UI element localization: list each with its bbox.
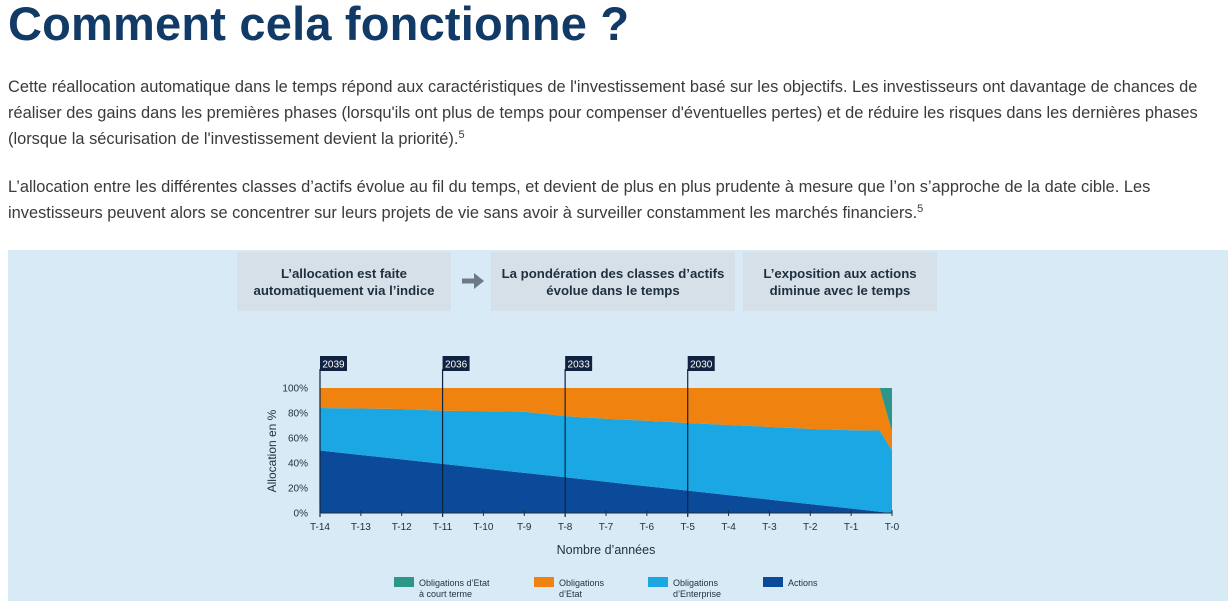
legend-swatch-obligations-d-enterprise bbox=[648, 577, 668, 587]
legend-label: d’Enterprise bbox=[673, 589, 722, 599]
x-tick-label: T-1 bbox=[843, 522, 859, 533]
x-tick-label: T-13 bbox=[350, 522, 371, 533]
step-line: automatiquement via l’indice bbox=[253, 282, 435, 298]
x-tick-label: T-8 bbox=[557, 522, 573, 533]
step-line: évolue dans le temps bbox=[546, 282, 680, 298]
target-date-label: 2036 bbox=[444, 359, 468, 371]
target-date-label: 2030 bbox=[690, 359, 713, 371]
y-tick-label: 0% bbox=[293, 508, 308, 520]
legend-swatch-obligations-d-etat-a-court-terme bbox=[394, 577, 414, 587]
x-tick-label: T-7 bbox=[598, 522, 614, 533]
x-tick-label: T-12 bbox=[391, 522, 412, 533]
x-tick-label: T-14 bbox=[309, 522, 331, 533]
x-tick-label: T-11 bbox=[432, 522, 453, 533]
legend-label: Obligations bbox=[559, 578, 605, 588]
legend-label: Obligations d’Etat bbox=[419, 578, 490, 588]
legend-label: Obligations bbox=[673, 578, 719, 588]
x-tick-label: T-4 bbox=[721, 522, 736, 533]
target-date-label: 2033 bbox=[567, 359, 590, 371]
allocation-paragraph bbox=[8, 174, 1223, 226]
target-date-label: 2039 bbox=[322, 359, 345, 371]
x-tick-label: T-0 bbox=[884, 522, 900, 533]
footnote-marker[interactable]: 5 bbox=[458, 129, 465, 141]
y-axis-title: Allocation en % bbox=[265, 409, 279, 493]
y-tick-label: 60% bbox=[287, 433, 308, 445]
intro-paragraph bbox=[8, 74, 1223, 152]
footnote-marker[interactable]: 5 bbox=[917, 203, 924, 215]
step-line: L’exposition aux actions bbox=[763, 265, 917, 281]
y-tick-label: 100% bbox=[282, 383, 308, 395]
x-axis-title: Nombre d’années bbox=[556, 543, 656, 557]
allocation-chart bbox=[8, 250, 1228, 601]
step-line: La pondération des classes d’actifs bbox=[501, 265, 725, 281]
legend-swatch-obligations-d-etat bbox=[534, 577, 554, 587]
x-tick-label: T-3 bbox=[762, 522, 777, 533]
x-tick-label: T-6 bbox=[639, 522, 655, 533]
x-tick-label: T-2 bbox=[803, 522, 818, 533]
page-title: Comment cela fonctionne ? bbox=[8, 0, 630, 50]
y-tick-label: 40% bbox=[287, 458, 308, 470]
paragraph-text: Cette réallocation automatique dans le temps répond aux caractéristiques de l'investissement basé sur les objectifs. Les investisseurs ont davantage de chances de réaliser des gains dans les premières phases (lorsqu'ils ont plus de temps pour compenser d'éventuelles pertes) et de réduire les risques dans les dernières phases (lorsque la sécurisation de l'investissement devient la priorité). bbox=[8, 78, 1198, 148]
x-tick-label: T-9 bbox=[517, 522, 532, 533]
legend-label: à court terme bbox=[419, 589, 473, 599]
legend-label: Actions bbox=[788, 578, 818, 588]
legend-swatch-actions bbox=[763, 577, 783, 587]
y-tick-label: 20% bbox=[287, 483, 308, 495]
x-tick-label: T-5 bbox=[680, 522, 695, 533]
legend-label: d’Etat bbox=[559, 589, 583, 599]
x-tick-label: T-10 bbox=[473, 522, 494, 533]
paragraph-text: L’allocation entre les différentes classes d’actifs évolue au fil du temps, et devient de plus en plus prudente à mesure que l’on s’approche de la date cible. Les investisseurs peuvent alors se concentrer sur leurs projets de vie sans avoir à surveiller constamment les marchés financiers. bbox=[8, 178, 1151, 222]
step-line: L’allocation est faite bbox=[280, 265, 408, 281]
step-line: diminue avec le temps bbox=[769, 282, 911, 298]
chart-panel bbox=[8, 250, 1228, 601]
y-tick-label: 80% bbox=[287, 408, 308, 420]
